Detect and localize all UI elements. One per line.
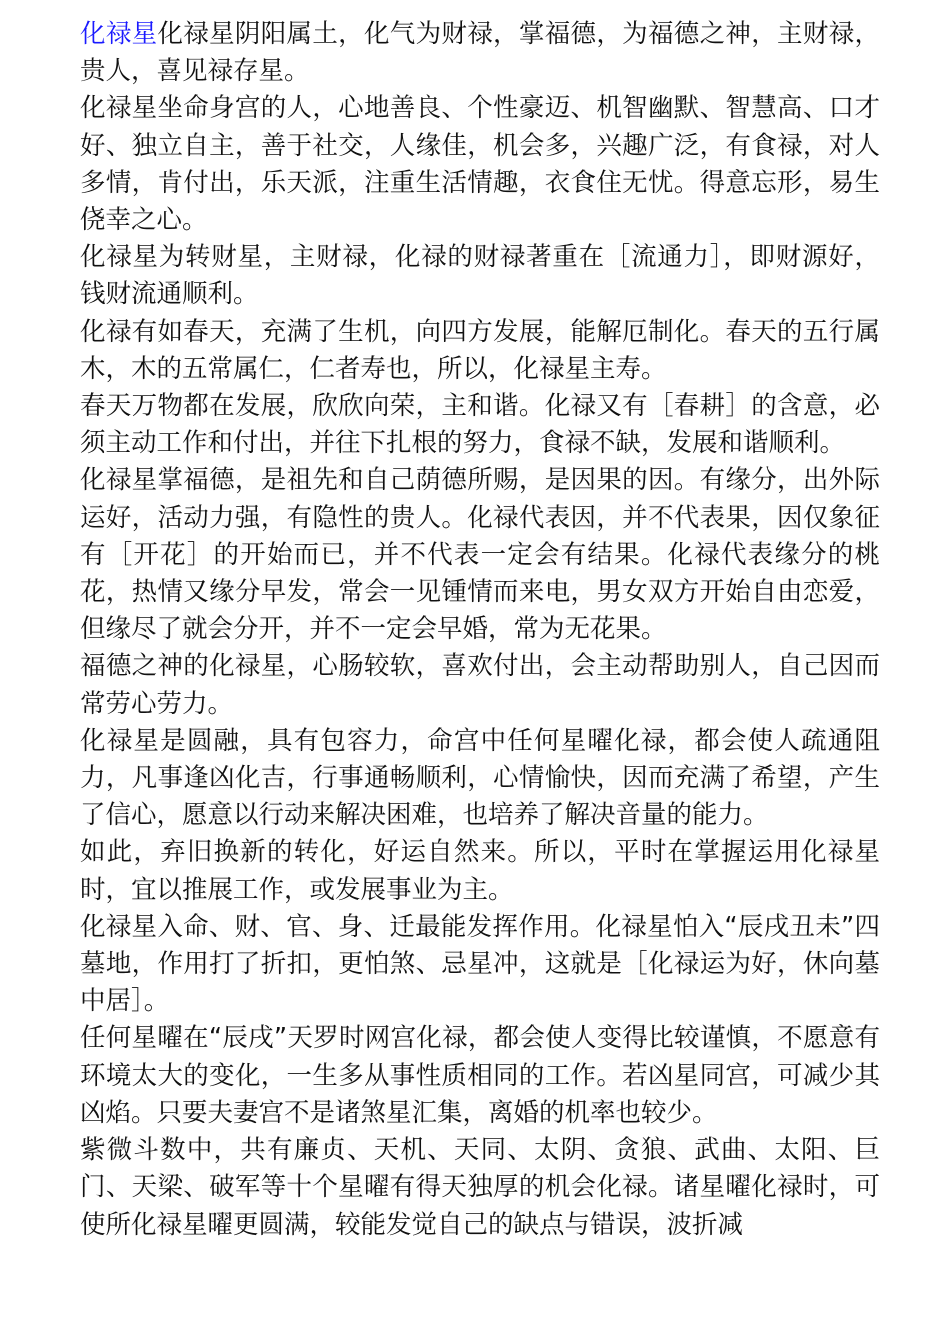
paragraph: 化禄星是圆融，具有包容力，命宫中任何星曜化禄，都会使人疏通阻力，凡事逢凶化吉，行事通畅顺利，心情愉快，因而充满了希望，产生了信心，愿意以行动来解决困难，也培养了解决音量的能力。 bbox=[80, 725, 880, 831]
paragraph: 化禄星坐命身宫的人，心地善良、个性豪迈、机智幽默、智慧高、口才好、独立自主，善于社交，人缘佳，机会多，兴趣广泛，有食禄，对人多情，肯付出，乐天派，注重生活情趣，衣食住无忧。得意忘形，易生侥幸之心。 bbox=[80, 93, 880, 236]
paragraph: 福德之神的化禄星，心肠较软，喜欢付出，会主动帮助别人，自己因而常劳心劳力。 bbox=[80, 651, 880, 719]
intro-text: 化禄星阴阳属土，化气为财禄，掌福德，为福德之神，主财禄，贵人，喜见禄存星。 bbox=[80, 19, 880, 87]
intro-paragraph bbox=[80, 16, 880, 90]
hualu-star-link[interactable]: 化禄星 bbox=[80, 19, 158, 49]
paragraph: 如此，弃旧换新的转化，好运自然来。所以，平时在掌握运用化禄星时，宜以推展工作，或发展事业为主。 bbox=[80, 837, 880, 905]
article-body bbox=[80, 16, 880, 1244]
paragraph: 化禄星入命、财、官、身、迁最能发挥作用。化禄星怕入“辰戌丑未”四墓地，作用打了折扣，更怕煞、忌星冲，这就是［化禄运为好，休向墓中居］。 bbox=[80, 911, 880, 1017]
paragraph: 春天万物都在发展，欣欣向荣，主和谐。化禄又有［春耕］的含意，必须主动工作和付出，并往下扎根的努力，食禄不缺，发展和谐顺利。 bbox=[80, 391, 880, 459]
paragraph: 化禄有如春天，充满了生机，向四方发展，能解厄制化。春天的五行属木，木的五常属仁，仁者寿也，所以，化禄星主寿。 bbox=[80, 316, 880, 384]
paragraph: 任何星曜在“辰戌”天罗时网宫化禄，都会使人变得比较谨慎，不愿意有环境太大的变化，一生多从事性质相同的工作。若凶星同宫，可减少其凶焰。只要夫妻宫不是诸煞星汇集，离婚的机率也较少。 bbox=[80, 1023, 880, 1128]
paragraph: 紫微斗数中，共有廉贞、天机、天同、太阴、贪狼、武曲、太阳、巨门、天梁、破军等十个星曜有得天独厚的机会化禄。诸星曜化禄时，可使所化禄星曜更圆满，较能发觉自己的缺点与错误，波折减 bbox=[80, 1135, 880, 1240]
paragraph: 化禄星掌福德，是祖先和自己荫德所赐，是因果的因。有缘分，出外际运好，活动力强，有隐性的贵人。化禄代表因，并不代表果，因仅象征有［开花］的开始而已，并不代表一定会有结果。化禄代表缘分的桃花，热情又缘分早发，常会一见锺情而来电，男女双方开始自由恋爱，但缘尽了就会分开，并不一定会早婚，常为无花果。 bbox=[80, 465, 880, 645]
paragraph: 化禄星为转财星，主财禄，化禄的财禄著重在［流通力］，即财源好，钱财流通顺利。 bbox=[80, 242, 880, 310]
